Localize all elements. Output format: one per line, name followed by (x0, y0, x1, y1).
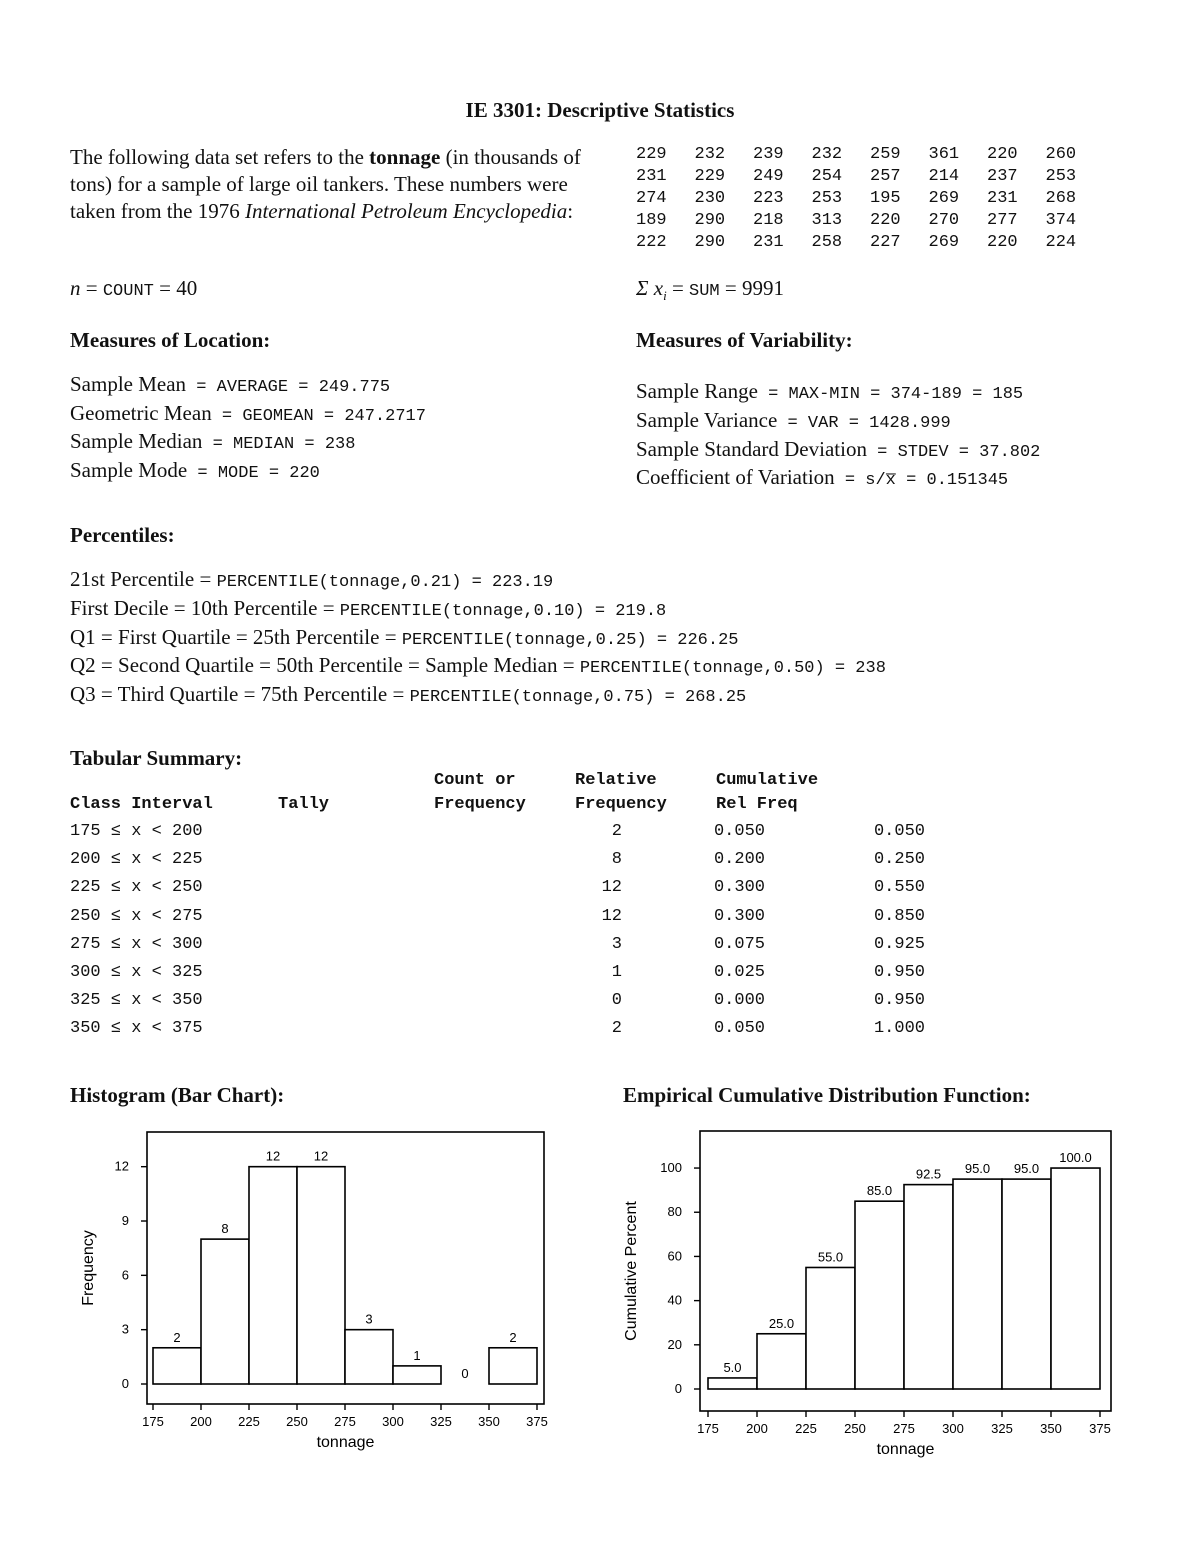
dataset-row (636, 210, 1104, 232)
location-item (70, 401, 426, 430)
variability-heading: Measures of Variability: (636, 328, 853, 352)
histogram-heading: Histogram (Bar Chart): (70, 1083, 285, 1107)
ecdf-heading: Empirical Cumulative Distribution Function: (623, 1083, 1031, 1107)
percentile-formula: PERCENTILE(tonnage,0.21) = 223.19 (216, 573, 554, 592)
ecdf-bar-label: 95.0 (964, 1161, 991, 1177)
dataset-value: 220 (987, 233, 1018, 252)
dataset-grid (636, 144, 1104, 254)
cell-count: 3 (611, 934, 622, 954)
dataset-value: 268 (1045, 189, 1077, 208)
table-row (70, 906, 925, 931)
table-row (70, 878, 925, 902)
percentile-formula: PERCENTILE(tonnage,0.75) = 268.25 (409, 688, 747, 708)
histogram-bar-label: 12 (265, 1148, 281, 1164)
cell-interval: 225 ≤ x < 250 (70, 878, 203, 898)
variability-formula: MAX-MIN = 374-189 = 185 (788, 385, 1024, 404)
sum-eq2: = (719, 276, 742, 300)
histogram-y-tick-label: 3 (121, 1321, 129, 1337)
cell-cumulative: 0.250 (873, 850, 925, 870)
histogram-y-tick-label: 6 (121, 1267, 129, 1283)
count-func: COUNT (102, 282, 154, 301)
histogram-bar-label: 1 (413, 1347, 421, 1363)
location-formula: AVERAGE = 249.775 (216, 378, 391, 397)
percentile-item (70, 596, 886, 625)
dataset-value: 269 (928, 233, 960, 252)
histogram-bar-label: 3 (365, 1311, 373, 1327)
cell-count: 0 (611, 991, 622, 1011)
histogram-bar (249, 1167, 297, 1384)
location-heading: Measures of Location: (70, 328, 271, 352)
table-row (70, 1019, 925, 1043)
count-n-symbol: n (70, 276, 81, 300)
dataset-value: 257 (870, 167, 901, 186)
ecdf-chart (600, 1110, 1200, 1470)
sum-subscript: i (663, 288, 667, 304)
dataset-value: 232 (811, 145, 843, 164)
ecdf-bar-label: 5.0 (723, 1359, 742, 1375)
histogram-bar-label: 8 (221, 1221, 229, 1237)
table-header-row-1 (70, 771, 870, 795)
cell-interval: 275 ≤ x < 300 (70, 934, 203, 954)
dataset-value: 231 (753, 233, 784, 252)
percentile-label: 21st Percentile = (70, 567, 217, 591)
ecdf-x-tick-label: 325 (991, 1421, 1013, 1436)
percentiles-list (70, 567, 886, 711)
histogram-bar (153, 1348, 201, 1384)
dataset-value: 270 (928, 211, 960, 230)
cell-count: 12 (601, 878, 622, 898)
variability-item (636, 379, 1040, 408)
histogram-x-tick-label: 325 (430, 1414, 452, 1429)
table-row (70, 934, 925, 959)
dataset-value: 254 (811, 167, 843, 186)
location-label: Sample Mode (70, 457, 188, 482)
ecdf-bar-label: 25.0 (768, 1315, 795, 1331)
ecdf-bar (953, 1179, 1002, 1389)
location-list (70, 372, 426, 486)
histogram-x-tick-label: 375 (526, 1414, 548, 1429)
ecdf-x-tick-label: 175 (697, 1421, 719, 1436)
header-class-interval: Class Interval (70, 795, 213, 814)
sum-line (636, 276, 784, 304)
ecdf-bar-label: 95.0 (1013, 1161, 1040, 1177)
tabular-heading: Tabular Summary: (70, 746, 243, 770)
dataset-value: 249 (753, 167, 784, 186)
cell-relative: 0.200 (713, 850, 765, 870)
ecdf-bar-label: 85.0 (866, 1183, 893, 1199)
histogram-bar (393, 1366, 441, 1384)
percentile-item (70, 625, 886, 654)
percentile-formula: PERCENTILE(tonnage,0.10) = 219.8 (339, 601, 667, 621)
dataset-value: 231 (987, 189, 1018, 208)
ecdf-x-tick-label: 275 (893, 1421, 915, 1436)
percentile-item (70, 682, 886, 711)
dataset-value: 229 (636, 145, 667, 164)
cell-relative: 0.050 (713, 822, 765, 841)
cell-cumulative: 0.550 (873, 878, 925, 898)
cell-cumulative: 0.050 (873, 822, 925, 841)
ecdf-y-tick-label: 0 (674, 1381, 682, 1396)
ecdf-bar (708, 1378, 757, 1389)
cell-cumulative: 1.000 (873, 1019, 925, 1039)
cell-relative: 0.050 (713, 1019, 765, 1039)
percentile-label: First Decile = 10th Percentile = (70, 595, 340, 620)
variability-eq: = (757, 385, 789, 404)
ecdf-y-axis-label: Cumulative Percent (623, 1201, 640, 1341)
histogram-x-tick-label: 200 (190, 1414, 212, 1429)
dataset-value: 214 (928, 167, 960, 186)
location-eq: = (202, 435, 233, 454)
histogram-bar-label: 2 (509, 1329, 517, 1345)
percentile-formula: PERCENTILE(tonnage,0.50) = 238 (579, 659, 886, 679)
dataset-value: 260 (1045, 145, 1077, 164)
cell-relative: 0.300 (713, 878, 765, 898)
variability-label: Sample Variance (636, 407, 778, 432)
count-line (70, 276, 197, 301)
histogram-x-tick-label: 300 (382, 1414, 404, 1429)
variability-eq: = (834, 471, 866, 491)
cell-cumulative: 0.950 (873, 963, 925, 982)
ecdf-y-tick-label: 80 (667, 1204, 682, 1220)
dataset-value: 253 (1045, 167, 1077, 186)
intro-source: International Petroleum Encyclopedia (244, 199, 568, 223)
count-eq: = (80, 276, 103, 300)
dataset-value: 253 (811, 189, 843, 208)
histogram-y-tick-label: 0 (121, 1376, 129, 1391)
ecdf-bar-label: 55.0 (817, 1249, 844, 1265)
cell-interval: 200 ≤ x < 225 (70, 850, 203, 870)
histogram-bar (345, 1330, 393, 1384)
sum-func: SUM (689, 282, 720, 301)
cell-count: 12 (601, 906, 622, 926)
cell-interval: 175 ≤ x < 200 (70, 822, 203, 841)
ecdf-y-tick-label: 20 (667, 1336, 682, 1352)
table-row (70, 822, 925, 846)
cell-interval: 250 ≤ x < 275 (70, 906, 203, 926)
histogram-chart (0, 1110, 600, 1470)
location-item (70, 372, 426, 401)
histogram-bar (297, 1167, 345, 1384)
cell-count: 1 (611, 963, 622, 982)
variability-formula: STDEV = 37.802 (897, 442, 1041, 462)
histogram-x-tick-label: 175 (142, 1414, 164, 1429)
page-title: IE 3301: Descriptive Statistics (465, 98, 735, 122)
dataset-value: 274 (636, 189, 667, 208)
sum-symbol: Σ x (636, 276, 664, 300)
dataset-value: 258 (811, 233, 843, 252)
sum-value: 9991 (741, 276, 784, 300)
dataset-value: 223 (753, 189, 784, 208)
ecdf-y-tick-label: 100 (660, 1160, 682, 1176)
dataset-value: 224 (1045, 233, 1077, 252)
header-cum-2: Rel Freq (716, 795, 798, 814)
location-label: Sample Median (70, 429, 203, 453)
intro-text-after: (in thousands of tons) for a sample of large oil tankers. These numbers were taken from the 1976 (70, 145, 581, 223)
dataset-row (636, 188, 1104, 210)
variability-formula: s/x̅ = 0.151345 (865, 471, 1009, 491)
variability-list (636, 379, 1040, 494)
cell-relative: 0.300 (713, 906, 765, 926)
ecdf-y-tick-label: 60 (667, 1248, 682, 1264)
histogram-x-tick-label: 225 (238, 1414, 260, 1429)
header-rel-1: Relative (575, 771, 657, 790)
percentile-item (70, 653, 886, 682)
intro-paragraph (70, 144, 590, 225)
dataset-row (636, 166, 1104, 188)
dataset-value: 269 (928, 189, 960, 208)
location-formula: MODE = 220 (217, 463, 320, 483)
histogram-bar-label: 2 (173, 1329, 181, 1345)
dataset-value: 220 (987, 145, 1018, 164)
table-header-row-2 (70, 795, 870, 819)
header-count-1: Count or (434, 771, 516, 790)
location-formula: GEOMEAN = 247.2717 (242, 406, 426, 426)
dataset-value: 374 (1045, 211, 1077, 230)
ecdf-x-tick-label: 300 (942, 1421, 964, 1436)
ecdf-x-tick-label: 200 (746, 1421, 768, 1436)
dataset-row (636, 232, 1104, 254)
location-eq: = (187, 463, 218, 483)
dataset-value: 290 (694, 211, 726, 230)
dataset-value: 361 (928, 145, 960, 164)
header-cum-1: Cumulative (716, 771, 819, 790)
ecdf-bar (904, 1185, 953, 1389)
table-row (70, 850, 925, 874)
variability-label: Sample Range (636, 379, 758, 403)
ecdf-bar-label: 92.5 (915, 1166, 942, 1182)
percentile-label: Q2 = Second Quartile = 50th Percentile = Sample Median = (70, 653, 580, 678)
header-rel-2: Frequency (575, 795, 667, 814)
ecdf-x-axis-label: tonnage (876, 1441, 935, 1458)
dataset-value: 227 (870, 233, 901, 252)
ecdf-x-tick-label: 250 (844, 1421, 866, 1436)
percentile-item (70, 567, 886, 596)
dataset-value: 259 (870, 145, 901, 164)
histogram-bar (489, 1348, 537, 1384)
percentiles-heading: Percentiles: (70, 523, 175, 547)
dataset-value: 290 (694, 233, 726, 252)
cell-count: 8 (611, 850, 622, 870)
cell-relative: 0.075 (713, 934, 765, 954)
histogram-bar-label: 12 (313, 1148, 329, 1164)
ecdf-y-tick-label: 40 (667, 1292, 682, 1308)
location-item (70, 429, 426, 458)
histogram-bar (201, 1239, 249, 1384)
dataset-value: 232 (694, 145, 726, 164)
ecdf-bar (1002, 1179, 1051, 1389)
location-label: Sample Mean (70, 372, 187, 396)
intro-text-end: : (567, 199, 574, 223)
variability-item (636, 437, 1040, 466)
percentile-label: Q1 = First Quartile = 25th Percentile = (70, 624, 402, 649)
histogram-x-tick-label: 350 (478, 1414, 500, 1429)
ecdf-bar (855, 1201, 904, 1389)
histogram-y-tick-label: 9 (121, 1213, 129, 1229)
header-count-2: Frequency (434, 795, 526, 814)
histogram-x-tick-label: 250 (286, 1414, 308, 1429)
ecdf-bar (806, 1267, 855, 1389)
cell-interval: 325 ≤ x < 350 (70, 991, 203, 1011)
location-eq: = (211, 406, 243, 426)
cell-relative: 0.025 (713, 963, 765, 982)
variability-eq: = (777, 413, 808, 433)
ecdf-x-tick-label: 350 (1040, 1421, 1062, 1436)
count-eq2: = (153, 276, 177, 300)
cell-count: 2 (611, 822, 622, 841)
location-label: Geometric Mean (70, 400, 212, 425)
cell-relative: 0.000 (713, 991, 765, 1011)
dataset-value: 195 (870, 189, 901, 208)
percentile-label: Q3 = Third Quartile = 75th Percentile = (70, 682, 410, 707)
cell-count: 2 (611, 1019, 622, 1039)
dataset-value: 277 (987, 211, 1018, 230)
variability-item (636, 408, 1040, 437)
cell-cumulative: 0.925 (873, 934, 925, 954)
ecdf-x-tick-label: 225 (795, 1421, 817, 1436)
dataset-value: 239 (753, 145, 784, 164)
ecdf-x-tick-label: 375 (1089, 1421, 1111, 1436)
header-tally: Tally (278, 795, 330, 814)
dataset-value: 237 (987, 167, 1018, 186)
cell-interval: 300 ≤ x < 325 (70, 963, 203, 982)
dataset-value: 222 (636, 233, 667, 252)
ecdf-bar (757, 1334, 806, 1389)
location-formula: MEDIAN = 238 (233, 435, 356, 454)
ecdf-bar (1051, 1168, 1100, 1389)
variability-eq: = (866, 442, 898, 462)
dataset-value: 230 (694, 189, 726, 208)
percentile-formula: PERCENTILE(tonnage,0.25) = 226.25 (401, 630, 739, 650)
variability-label: Coefficient of Variation (636, 465, 835, 490)
location-item (70, 458, 426, 487)
cell-interval: 350 ≤ x < 375 (70, 1019, 203, 1039)
dataset-value: 189 (636, 211, 667, 230)
dataset-value: 231 (636, 167, 667, 186)
dataset-value: 313 (811, 211, 843, 230)
cell-cumulative: 0.950 (873, 991, 925, 1011)
intro-text-before: The following data set refers to the (70, 145, 370, 169)
variability-label: Sample Standard Deviation (636, 436, 867, 461)
variability-item (636, 465, 1040, 494)
dataset-value: 220 (870, 211, 901, 230)
dataset-value: 229 (694, 167, 726, 186)
dataset-row (636, 144, 1104, 166)
histogram-x-axis-label: tonnage (316, 1434, 375, 1451)
sum-eq: = (666, 276, 690, 300)
ecdf-bar-label: 100.0 (1059, 1150, 1092, 1166)
count-value: 40 (176, 276, 198, 300)
table-row (70, 963, 925, 987)
histogram-y-axis-label: Frequency (80, 1230, 97, 1306)
location-eq: = (186, 378, 217, 397)
histogram-y-tick-label: 12 (114, 1158, 129, 1174)
table-row (70, 991, 925, 1015)
cell-cumulative: 0.850 (873, 906, 925, 926)
histogram-bar-label: 0 (461, 1366, 469, 1381)
variability-formula: VAR = 1428.999 (807, 413, 951, 433)
dataset-value: 218 (753, 211, 784, 230)
intro-bold-term: tonnage (369, 145, 441, 169)
histogram-x-tick-label: 275 (334, 1414, 356, 1429)
